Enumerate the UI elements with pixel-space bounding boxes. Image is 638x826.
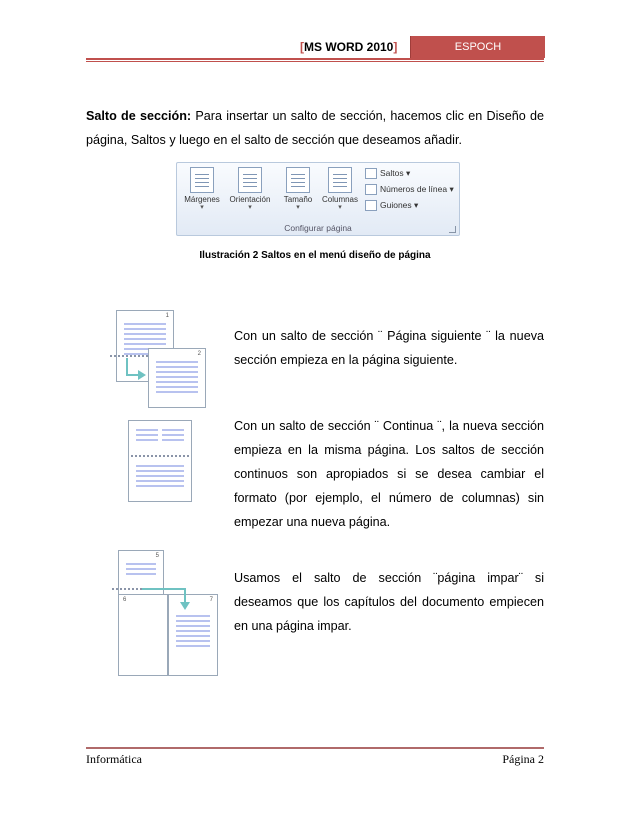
flow-arrow-line [142, 588, 186, 590]
header-tag: ESPOCH [410, 36, 545, 58]
arrow-down-icon [180, 602, 190, 610]
margins-icon [190, 167, 214, 193]
breaks-button[interactable]: Saltos ▾ [365, 168, 410, 179]
flow-arrow-line [126, 374, 138, 376]
orientation-label: Orientación [229, 195, 271, 204]
footer-left: Informática [86, 752, 142, 766]
orientation-icon [238, 167, 262, 193]
intro-paragraph [86, 104, 544, 152]
hyphenation-label: Guiones [380, 200, 412, 210]
flow-arrow-line [184, 588, 186, 602]
text-lines [136, 465, 184, 467]
breaks-icon [365, 168, 377, 179]
margins-button[interactable] [179, 167, 225, 212]
dialog-launcher-icon[interactable] [449, 226, 456, 233]
page-thumbnail [148, 348, 206, 408]
section-break-marker [131, 455, 189, 457]
header-rule [86, 58, 544, 60]
odd-page-diagram [112, 550, 222, 680]
intro-term: Salto de sección: [86, 109, 192, 123]
footer-rule [86, 747, 544, 749]
breaks-label: Saltos [380, 168, 404, 178]
margins-label: Márgenes [184, 195, 220, 204]
chevron-down-icon: ▾ [296, 204, 300, 211]
figure-caption: Ilustración 2 Saltos en el menú diseño de página [199, 250, 431, 261]
chevron-down-icon: ▾ [248, 204, 252, 211]
line-numbers-icon [365, 184, 377, 195]
continuous-description: Con un salto de sección ¨ Continua ¨, la nueva sección empieza en la misma página. Los saltos de sección continuos son apropiados si se desea cambiar el formato (por ejemplo, el número de columnas) sin empezar una nueva página. [234, 419, 544, 529]
text-lines-left [136, 429, 158, 431]
continuous-diagram [128, 420, 198, 504]
text-lines [156, 361, 198, 363]
page-number: 5 [155, 553, 159, 559]
chevron-down-icon: ▾ [200, 204, 204, 211]
footer-page-number: Página 2 [502, 752, 544, 766]
hyphenation-button[interactable]: Guiones ▾ [365, 200, 418, 211]
page-number: 7 [209, 597, 213, 603]
columns-label: Columnas [321, 195, 358, 204]
chevron-down-icon: ▾ [338, 204, 342, 211]
text-lines-right [162, 429, 184, 431]
size-icon [286, 167, 310, 193]
next-page-diagram [110, 308, 222, 418]
page-number: 6 [123, 597, 127, 603]
line-numbers-label: Números de línea [380, 184, 448, 194]
text-lines [124, 323, 166, 325]
size-button[interactable] [275, 167, 321, 212]
text-lines [176, 615, 210, 617]
header-title [300, 40, 397, 54]
columns-button[interactable] [317, 167, 363, 212]
page-thumbnail [118, 594, 168, 676]
arrow-right-icon [138, 370, 146, 380]
page-number: 1 [165, 313, 169, 319]
header-bracket-close: ] [393, 40, 398, 54]
intro-text: Para insertar un salto de sección, hacemos clic en Diseño de página, Saltos y luego en el salto de sección que deseamos añadir. [86, 109, 544, 147]
odd-page-description: Usamos el salto de sección ¨página impar¨ si deseamos que los capítulos del documento empiecen en una página impar. [234, 571, 544, 633]
header-rule-thin [86, 61, 544, 62]
page-number: 2 [197, 351, 201, 357]
ribbon-group-label: Configurar página [284, 223, 352, 233]
size-label: Tamaño [283, 195, 313, 204]
header-bracket-open: [ [300, 40, 304, 54]
ribbon-page-setup [176, 162, 460, 236]
line-numbers-button[interactable]: Números de línea ▾ [365, 184, 454, 195]
page-thumbnail [168, 594, 218, 676]
hyphenation-icon [365, 200, 377, 211]
header-title-text: MS WORD 2010 [304, 40, 394, 54]
columns-icon [328, 167, 352, 193]
next-page-description: Con un salto de sección ¨ Página siguiente ¨ la nueva sección empieza en la página siguiente. [234, 329, 544, 367]
text-lines [126, 563, 156, 565]
orientation-button[interactable] [227, 167, 273, 212]
page-thumbnail [128, 420, 192, 502]
